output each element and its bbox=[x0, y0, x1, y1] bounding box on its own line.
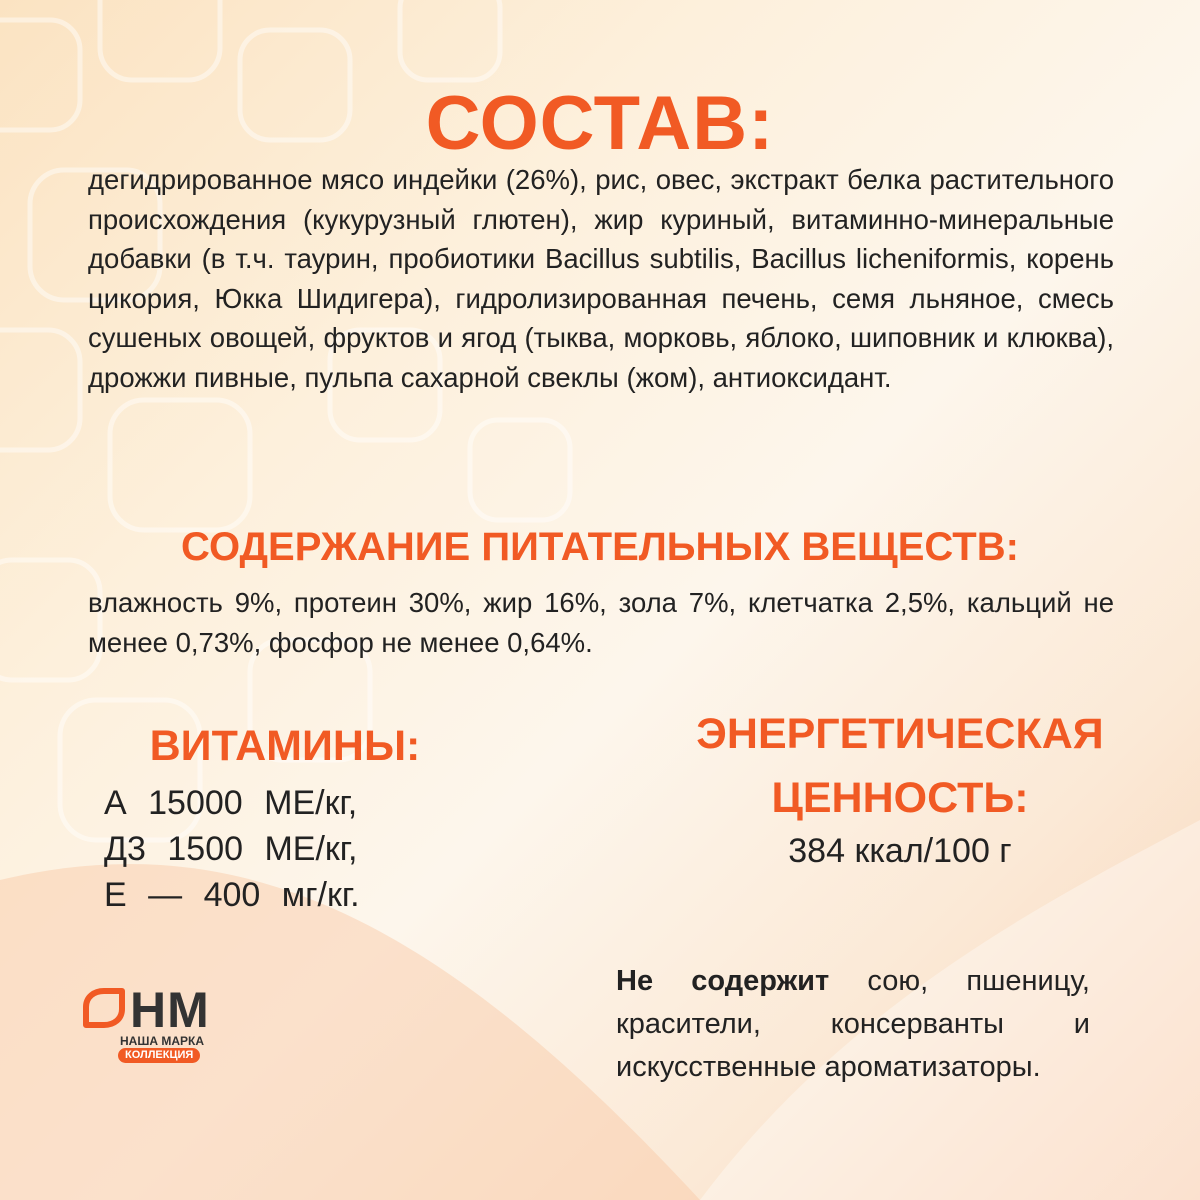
energy-title-line2: ЦЕННОСТЬ: bbox=[771, 774, 1029, 822]
energy-value: 384 ккал/100 г bbox=[788, 832, 1012, 870]
logo-collection-badge: КОЛЛЕКЦИЯ bbox=[118, 1048, 200, 1063]
nutrients-title: СОДЕРЖАНИЕ ПИТАТЕЛЬНЫХ ВЕЩЕСТВ: bbox=[181, 525, 1019, 569]
composition-title: СОСТАВ: bbox=[425, 81, 775, 166]
vitamins-title: ВИТАМИНЫ: bbox=[149, 722, 421, 770]
energy-title-line1: ЭНЕРГЕТИЧЕСКАЯ bbox=[696, 710, 1104, 758]
free-from-bold: Не содержит bbox=[616, 965, 830, 997]
nutrients-text: влажность 9%, протеин 30%, жир 16%, зола 7%, клетчатка 2,5%, кальций не менее 0,73%, фосфор не менее 0,64%. bbox=[88, 587, 1114, 658]
vitamin-d3-line: Д3 1500 МЕ/кг, bbox=[104, 830, 358, 868]
free-from-rest: сою, пшеницу, красители, консерванты и искусственные ароматизаторы. bbox=[616, 965, 1090, 1083]
vitamin-a-line: А 15000 МЕ/кг, bbox=[104, 784, 358, 822]
energy-title bbox=[640, 702, 1160, 830]
logo-letters: НМ bbox=[130, 982, 210, 1038]
vitamin-e-line: Е — 400 мг/кг. bbox=[104, 876, 360, 914]
brand-logo bbox=[80, 982, 240, 1061]
logo-mark-icon bbox=[80, 985, 128, 1033]
composition-text: дегидрированное мясо индейки (26%), рис, овес, экстракт белка растительного происхождения (кукурузный глютен), жир куриный, витаминно-минеральные добавки (в т.ч. таурин, пробиотики Bacillus subtilis, Bacillus licheniformis, корень цикория, Юкка Шидигера), гидролизированная печень, семя льняное, смесь сушеных овощей, фруктов и ягод (тыква, морковь, яблоко, шиповник и клюква), дрожжи пивные, пульпа сахарной свеклы (жом), антиоксидант. bbox=[88, 164, 1114, 393]
free-from-text bbox=[616, 960, 1090, 1089]
logo-brand-name: НАША МАРКА bbox=[120, 1034, 205, 1048]
